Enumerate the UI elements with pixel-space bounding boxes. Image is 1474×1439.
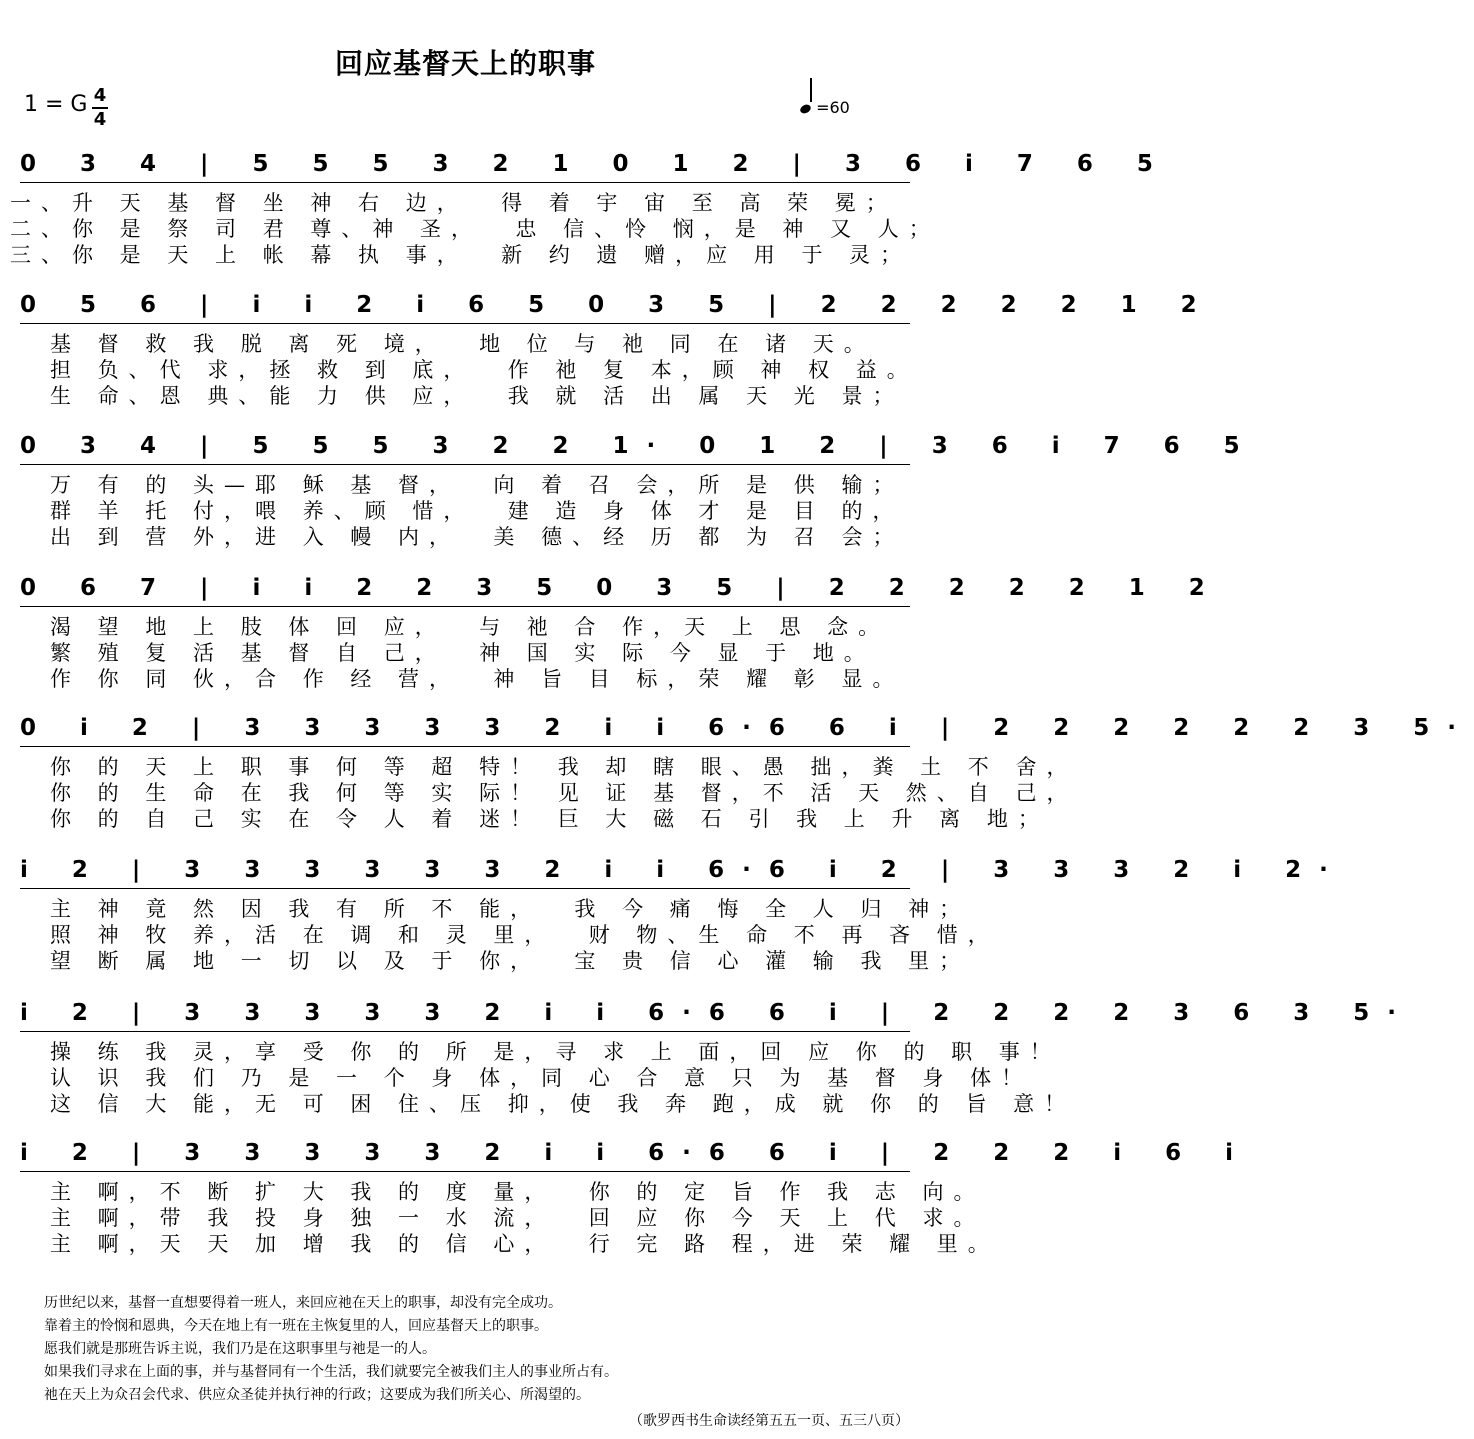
notation-line: 0 3 4 | 5 5 5 3 2 1 0 1 2 | 3 6 i 7 6 5 bbox=[20, 146, 910, 183]
commentary-line: 历世纪以来，基督一直想要得着一班人，来回应祂在天上的职事，却没有完全成功。 bbox=[44, 1295, 562, 1311]
notation-line: 0 5 6 | i i 2 i 6 5 0 3 5 | 2 2 2 2 2 1 2 bbox=[20, 287, 910, 324]
quarter-note-icon bbox=[799, 103, 812, 115]
commentary-line: 愿我们就是那班告诉主说，我们乃是在这职事里与祂是一的人。 bbox=[44, 1341, 436, 1357]
lyric-verse-3: 你 的 自 己 实 在 令 人 着 迷！ 巨 大 磁 石 引 我 上 升 离 地； bbox=[50, 807, 1049, 831]
lyric-verse-3: 这 信 大 能，无 可 困 住、压 抑，使 我 奔 跑，成 就 你 的 旨 意！ bbox=[50, 1092, 1076, 1116]
lyric-verse-1: 主 啊，不 断 扩 大 我 的 度 量， 你 的 定 旨 作 我 志 向。 bbox=[50, 1180, 985, 1204]
lyric-verse-2: 你 的 生 命 在 我 何 等 实 际！ 见 证 基 督，不 活 天 然、自 己， bbox=[50, 781, 1078, 805]
lyric-verse-3: 主 啊，天 天 加 增 我 的 信 心， 行 完 路 程，进 荣 耀 里。 bbox=[50, 1232, 999, 1256]
key-signature: 1 = G bbox=[24, 92, 88, 117]
commentary-line: 祂在天上为众召会代求、供应众圣徒并执行神的行政；这要成为我们所关心、所渴望的。 bbox=[44, 1387, 590, 1403]
lyric-verse-3: 三、你 是 天 上 帐 幕 执 事， 新 约 遗 赠，应 用 于 灵； bbox=[10, 243, 912, 267]
lyric-verse-1: 一、升 天 基 督 坐 神 右 边， 得 着 宇 宙 至 高 荣 冕； bbox=[10, 191, 897, 215]
lyric-verse-1: 主 神 竟 然 因 我 有 所 不 能， 我 今 痛 悔 全 人 归 神； bbox=[50, 897, 971, 921]
notation-line: i 2 | 3 3 3 3 3 2 i i 6·6 6 i | 2 2 2 i 6 i bbox=[20, 1135, 910, 1172]
tempo-value: =60 bbox=[816, 98, 850, 117]
lyric-verse-1: 基 督 救 我 脱 离 死 境， 地 位 与 祂 同 在 诸 天。 bbox=[50, 332, 875, 356]
commentary-line: 靠着主的怜悯和恩典，今天在地上有一班在主恢复里的人，回应基督天上的职事。 bbox=[44, 1318, 548, 1334]
time-signature-top: 4 bbox=[93, 85, 107, 106]
lyric-verse-2: 担 负、代 求，拯 救 到 底， 作 祂 复 本，顾 神 权 益。 bbox=[50, 358, 918, 382]
notation-line: 0 i 2 | 3 3 3 3 3 2 i i 6·6 6 i | 2 2 2 2 2 2 3 5· bbox=[20, 710, 910, 747]
lyric-verse-1: 渴 望 地 上 肢 体 回 应， 与 祂 合 作，天 上 思 念。 bbox=[50, 615, 890, 639]
lyric-verse-2: 主 啊，带 我 投 身 独 一 水 流， 回 应 你 今 天 上 代 求。 bbox=[50, 1206, 985, 1230]
notation-line: i 2 | 3 3 3 3 3 2 i i 6·6 6 i | 2 2 2 2 3 6 3 5· bbox=[20, 995, 910, 1032]
lyric-verse-3: 出 到 营 外，进 入 幔 内， 美 德、经 历 都 为 召 会； bbox=[50, 525, 904, 549]
lyric-verse-3: 望 断 属 地 一 切 以 及 于 你， 宝 贵 信 心 灌 输 我 里； bbox=[50, 949, 971, 973]
time-signature bbox=[92, 86, 108, 130]
notation-line: 0 6 7 | i i 2 2 3 5 0 3 5 | 2 2 2 2 2 1 2 bbox=[20, 570, 910, 607]
source-reference: （歌罗西书生命读经第五五一页、五三八页） bbox=[629, 1413, 909, 1429]
lyric-verse-2: 认 识 我 们 乃 是 一 个 身 体，同 心 合 意 只 为 基 督 身 体！ bbox=[50, 1066, 1033, 1090]
lyric-verse-2: 繁 殖 复 活 基 督 自 己， 神 国 实 际 今 显 于 地。 bbox=[50, 641, 875, 665]
commentary-line: 如果我们寻求在上面的事，并与基督同有一个生活，我们就要完全被我们主人的事业所占有。 bbox=[44, 1364, 618, 1380]
notation-line: 0 3 4 | 5 5 5 3 2 2 1· 0 1 2 | 3 6 i 7 6 5 bbox=[20, 428, 910, 465]
lyric-verse-1: 万 有 的 头—耶 稣 基 督， 向 着 召 会，所 是 供 输； bbox=[50, 473, 904, 497]
notation-line: i 2 | 3 3 3 3 3 3 2 i i 6·6 i 2 | 3 3 3 2 i 2· bbox=[20, 852, 910, 889]
lyric-verse-2: 二、你 是 祭 司 君 尊、神 圣， 忠 信、怜 悯，是 神 又 人； bbox=[10, 217, 940, 241]
lyric-verse-1: 操 练 我 灵，享 受 你 的 所 是，寻 求 上 面，回 应 你 的 职 事！ bbox=[50, 1040, 1061, 1064]
lyric-verse-2: 照 神 牧 养，活 在 调 和 灵 里， 财 物、生 命 不 再 吝 惜， bbox=[50, 923, 999, 947]
lyric-verse-3: 作 你 同 伙，合 作 经 营， 神 旨 目 标，荣 耀 彰 显。 bbox=[50, 667, 904, 691]
lyric-verse-2: 群 羊 托 付，喂 养、顾 惜， 建 造 身 体 才 是 目 的， bbox=[50, 499, 904, 523]
lyric-verse-3: 生 命、恩 典、能 力 供 应， 我 就 活 出 属 天 光 景； bbox=[50, 384, 904, 408]
tempo-marking bbox=[800, 98, 850, 117]
time-signature-bottom: 4 bbox=[93, 109, 107, 130]
lyric-verse-1: 你 的 天 上 职 事 何 等 超 特！ 我 却 瞎 眼、愚 拙，粪 土 不 舍， bbox=[50, 755, 1078, 779]
page-title: 回应基督天上的职事 bbox=[334, 47, 596, 80]
